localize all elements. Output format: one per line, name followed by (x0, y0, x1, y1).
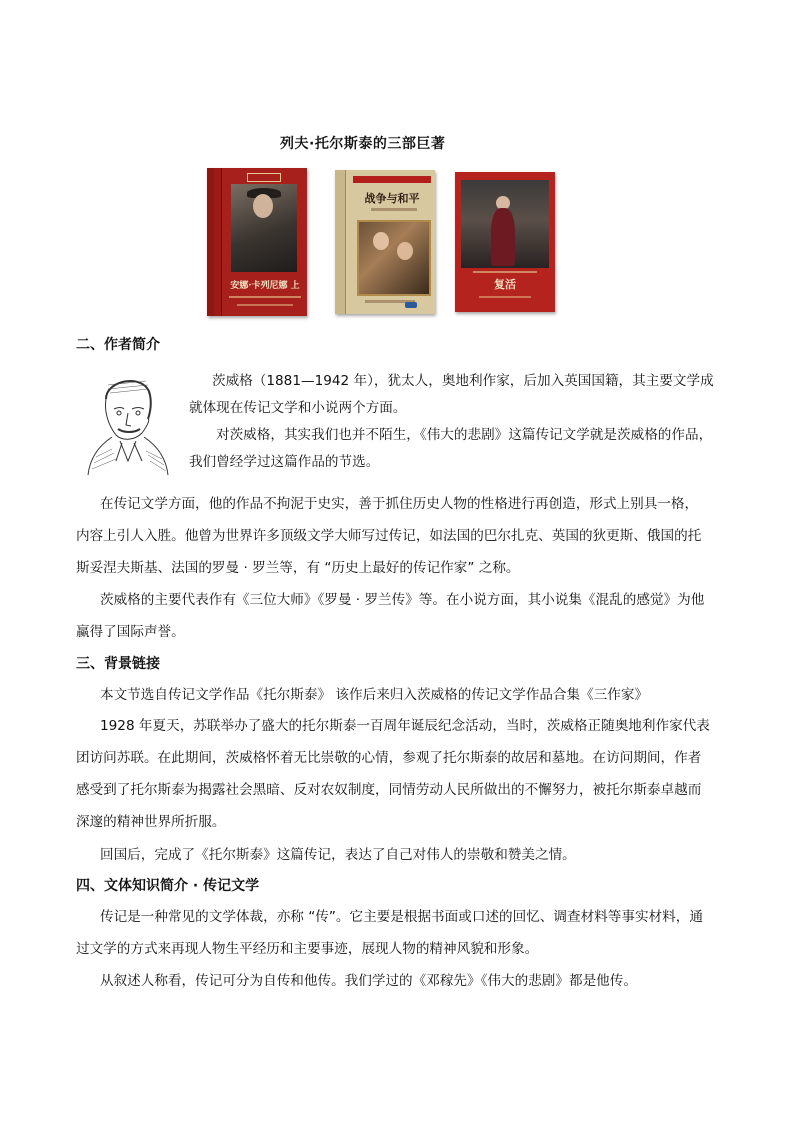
genre-line-2: 过文学的方式来再现人物生平经历和主要事迹，展现人物的精神风貌和形象。 (76, 941, 539, 957)
author-body-line-4: 茨威格的主要代表作有《三位大师》《罗曼 · 罗兰传》等。在小说方面，其小说集《混乱的感觉》为他 (100, 592, 705, 608)
book-title: 复活 (494, 278, 516, 291)
background-line-5: 深邃的精神世界所折服。 (76, 814, 226, 830)
background-line-2: 1928 年夏天，苏联举办了盛大的托尔斯泰一百周年诞辰纪念活动，当时，茨威格正随奥地利作家代表 (100, 718, 710, 734)
section-heading-background: 三、背景链接 (76, 656, 160, 672)
section-heading-genre: 四、文体知识简介 · 传记文学 (76, 878, 260, 894)
book-title: 战争与和平 (364, 192, 420, 205)
background-line-4: 感受到了托尔斯泰为揭露社会黑暗、反对农奴制度，同情劳动人民所做出的不懈努力，被托尔斯泰卓越而 (76, 782, 702, 798)
book-cover-resurrection (455, 172, 555, 312)
publisher-logo-icon (405, 302, 417, 308)
author-intro-line-2: 就体现在传记文学和小说两个方面。 (189, 400, 407, 416)
book-title: 安娜·卡列尼娜 上 (230, 281, 300, 291)
author-intro-line-4: 我们曾经学过这篇作品的节选。 (189, 454, 380, 470)
cover-painting (231, 184, 297, 272)
author-body-line-3: 斯妥涅夫斯基、法国的罗曼 · 罗兰等，有 “历史上最好的传记作家” 之称。 (76, 560, 520, 576)
genre-line-3: 从叙述人称看，传记可分为自传和他传。我们学过的《邓稼先》《伟大的悲剧》都是他传。 (100, 973, 637, 989)
section-heading-author: 二、作者简介 (76, 337, 160, 353)
zweig-portrait (86, 365, 170, 477)
cover-painting (357, 220, 431, 296)
author-intro-line-1: 茨威格（1881—1942 年），犹太人，奥地利作家，后加入英国国籍，其主要文学成 (212, 373, 714, 389)
author-body-line-2: 内容上引人入胜。他曾为世界许多顶级文学大师写过传记，如法国的巴尔扎克、英国的狄更斯、俄国的托 (76, 528, 702, 544)
cover-painting (461, 180, 549, 268)
author-intro-line-3: 对茨威格，其实我们也并不陌生，《伟大的悲剧》这篇传记文学就是茨威格的作品， (216, 427, 713, 443)
book-cover-anna-karenina (207, 168, 307, 316)
genre-line-1: 传记是一种常见的文学体裁，亦称 “传”。它主要是根据书面或口述的回忆、调查材料等事实材料，通 (100, 909, 703, 925)
image-caption: 列夫·托尔斯泰的三部巨著 (280, 136, 446, 152)
background-line-3: 团访问苏联。在此期间，茨威格怀着无比崇敬的心情，参观了托尔斯泰的故居和墓地。在访问期间，作者 (76, 750, 702, 766)
book-cover-war-and-peace (335, 170, 435, 314)
background-line-6: 回国后，完成了《托尔斯泰》这篇传记，表达了自己对伟人的崇敬和赞美之情。 (100, 847, 576, 863)
author-body-line-1: 在传记文学方面，他的作品不拘泥于史实，善于抓住历史人物的性格进行再创造，形式上别具一格， (100, 496, 699, 512)
author-body-line-5: 赢得了国际声誉。 (76, 624, 185, 640)
background-line-1: 本文节选自传记文学作品《托尔斯泰》 该作后来归入茨威格的传记文学作品合集《三作家》 (100, 687, 649, 703)
